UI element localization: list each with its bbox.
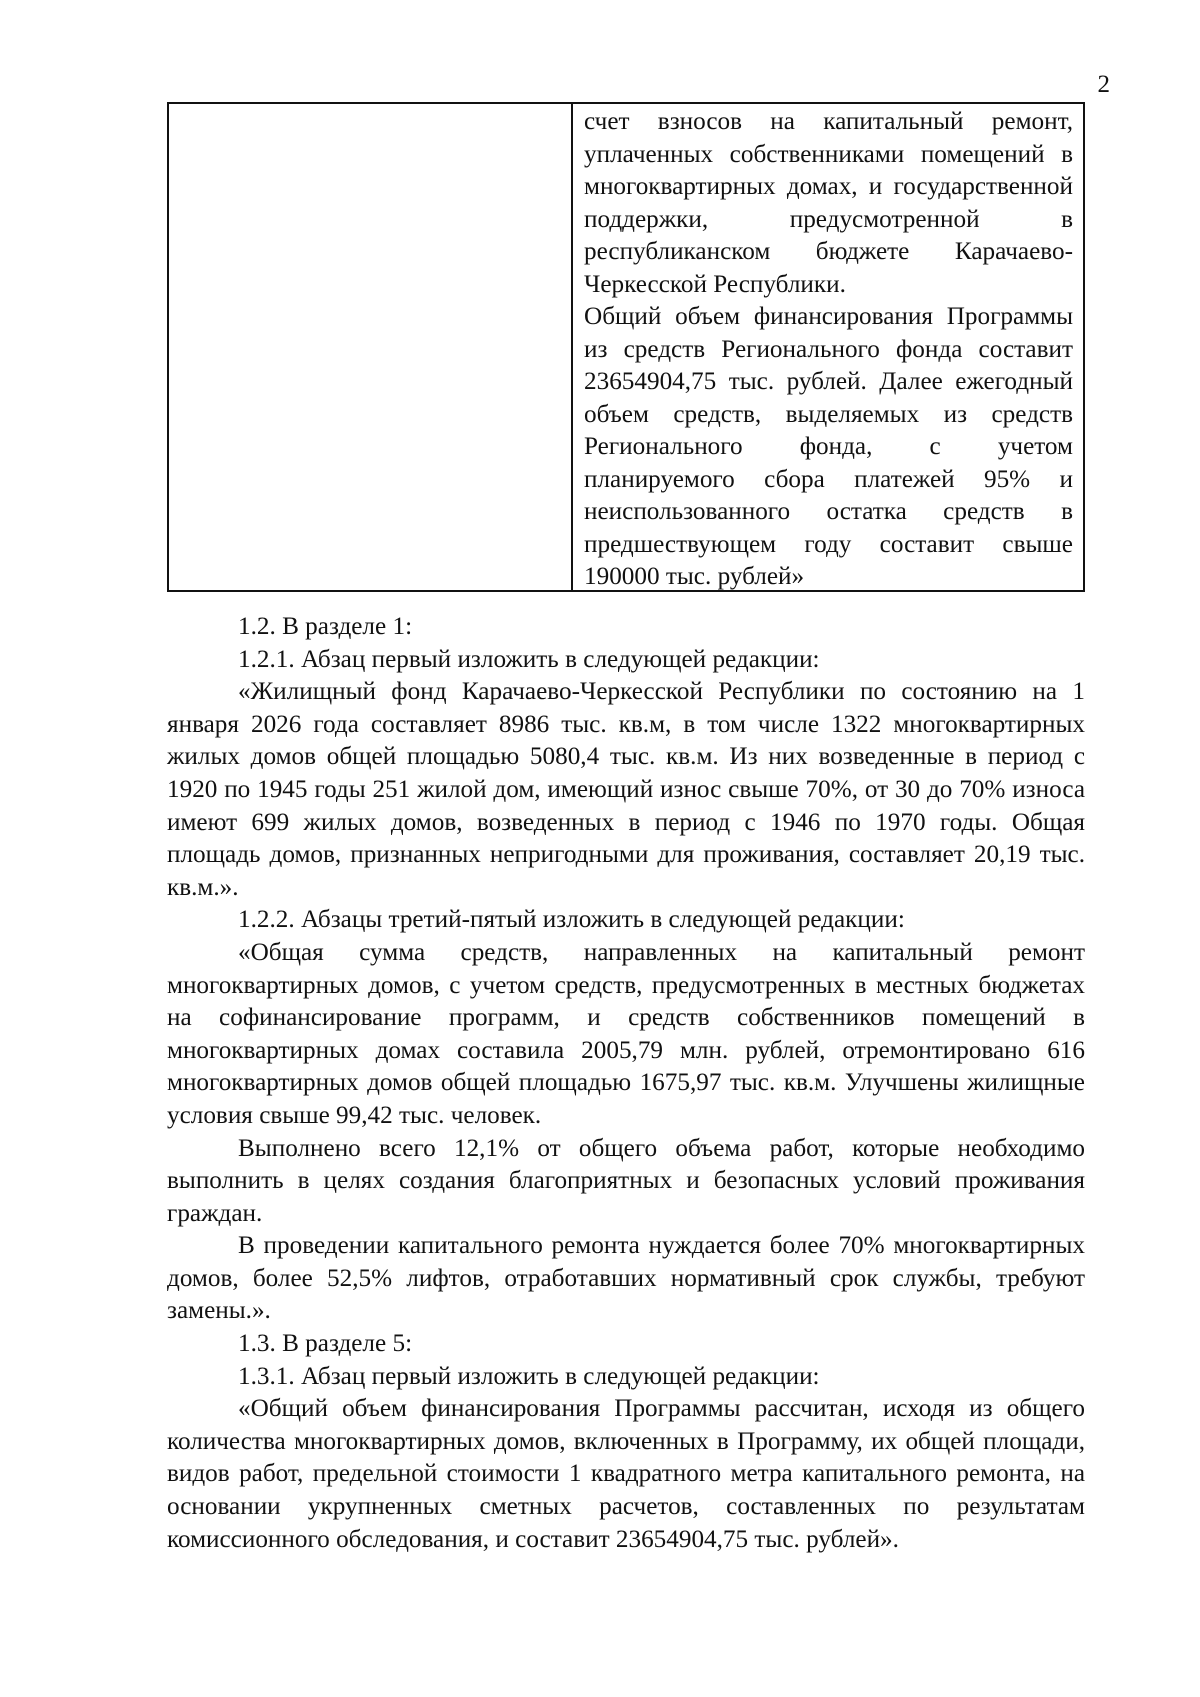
- amendment-instruction: 1.2.1. Абзац первый изложить в следующей редакции:: [238, 645, 820, 673]
- amendment-instruction: 1.3.1. Абзац первый изложить в следующей редакции:: [238, 1362, 820, 1390]
- section-heading: 1.3. В разделе 5:: [238, 1330, 413, 1358]
- amendment-text: «Жилищный фонд Карачаево-Черкесской Республики по состоянию на 1 января 2026 года составляет 8986 тыс. кв.м, в том числе 1322 многоквартирных жилых домов общей площадью 5080,4 тыс. кв.м. Из них возведенные в период с 1920 по 1945 годы 251 жилой дом, имеющий износ свыше 70%, от 30 до 70% износа имеют 699 жилых домов, возведенных в период с 1946 по 1970 годы. Общая площадь домов, признанных непригодными для проживания, составляет 20,19 тыс. кв.м.».: [167, 678, 1085, 901]
- table-cell-right: [573, 104, 1083, 590]
- amendment-text: «Общий объем финансирования Программы рассчитан, исходя из общего количества многоквартирных домов, включенных в Программу, их общей площади, видов работ, предельной стоимости 1 квадратного метра капитального ремонта, на основании укрупненных сметных расчетов, составленных по результатам комиссионного обследования, и составит 23654904,75 тыс. рублей».: [167, 1395, 1085, 1553]
- amendment-text: Выполнено всего 12,1% от общего объема работ, которые необходимо выполнить в целях создания благоприятных и безопасных условий проживания граждан.: [167, 1134, 1085, 1227]
- continuation-table: [167, 102, 1085, 592]
- table-cell-paragraph: счет взносов на капитальный ремонт, уплаченных собственниками помещений в многоквартирных домах, и государственной поддержки, предусмотренной в республиканском бюджете Карачаево-Черкесской Республики.: [584, 108, 1073, 298]
- amendment-instruction: 1.2.2. Абзацы третий-пятый изложить в следующей редакции:: [238, 906, 905, 934]
- section-heading: 1.2. В разделе 1:: [238, 613, 413, 640]
- amendment-text: В проведении капитального ремонта нуждается более 70% многоквартирных домов, более 52,5% лифтов, отработавших нормативный срок службы, требуют замены.».: [167, 1232, 1085, 1325]
- table-cell-paragraph: Общий объем финансирования Программы из средств Регионального фонда составит 23654904,75 тыс. рублей. Далее ежегодный объем средств, выделяемых из средств Регионального фонда, с учетом планируемого сбора платежей 95% и неиспользованного остатка средств в предшествующем году составит свыше 190000 тыс. рублей»: [584, 303, 1073, 590]
- amendment-text: «Общая сумма средств, направленных на капитальный ремонт многоквартирных домов, с учетом средств, предусмотренных в местных бюджетах на софинансирование программ, и средств собственников помещений в многоквартирных домах составила 2005,79 млн. рублей, отремонтировано 616 многоквартирных домов общей площадью 1675,97 тыс. кв.м. Улучшены жилищные условия свыше 99,42 тыс. человек.: [167, 938, 1085, 1129]
- page-number: 2: [1097, 71, 1110, 98]
- table-cell-left: [169, 104, 573, 590]
- document-body: [167, 611, 1085, 1556]
